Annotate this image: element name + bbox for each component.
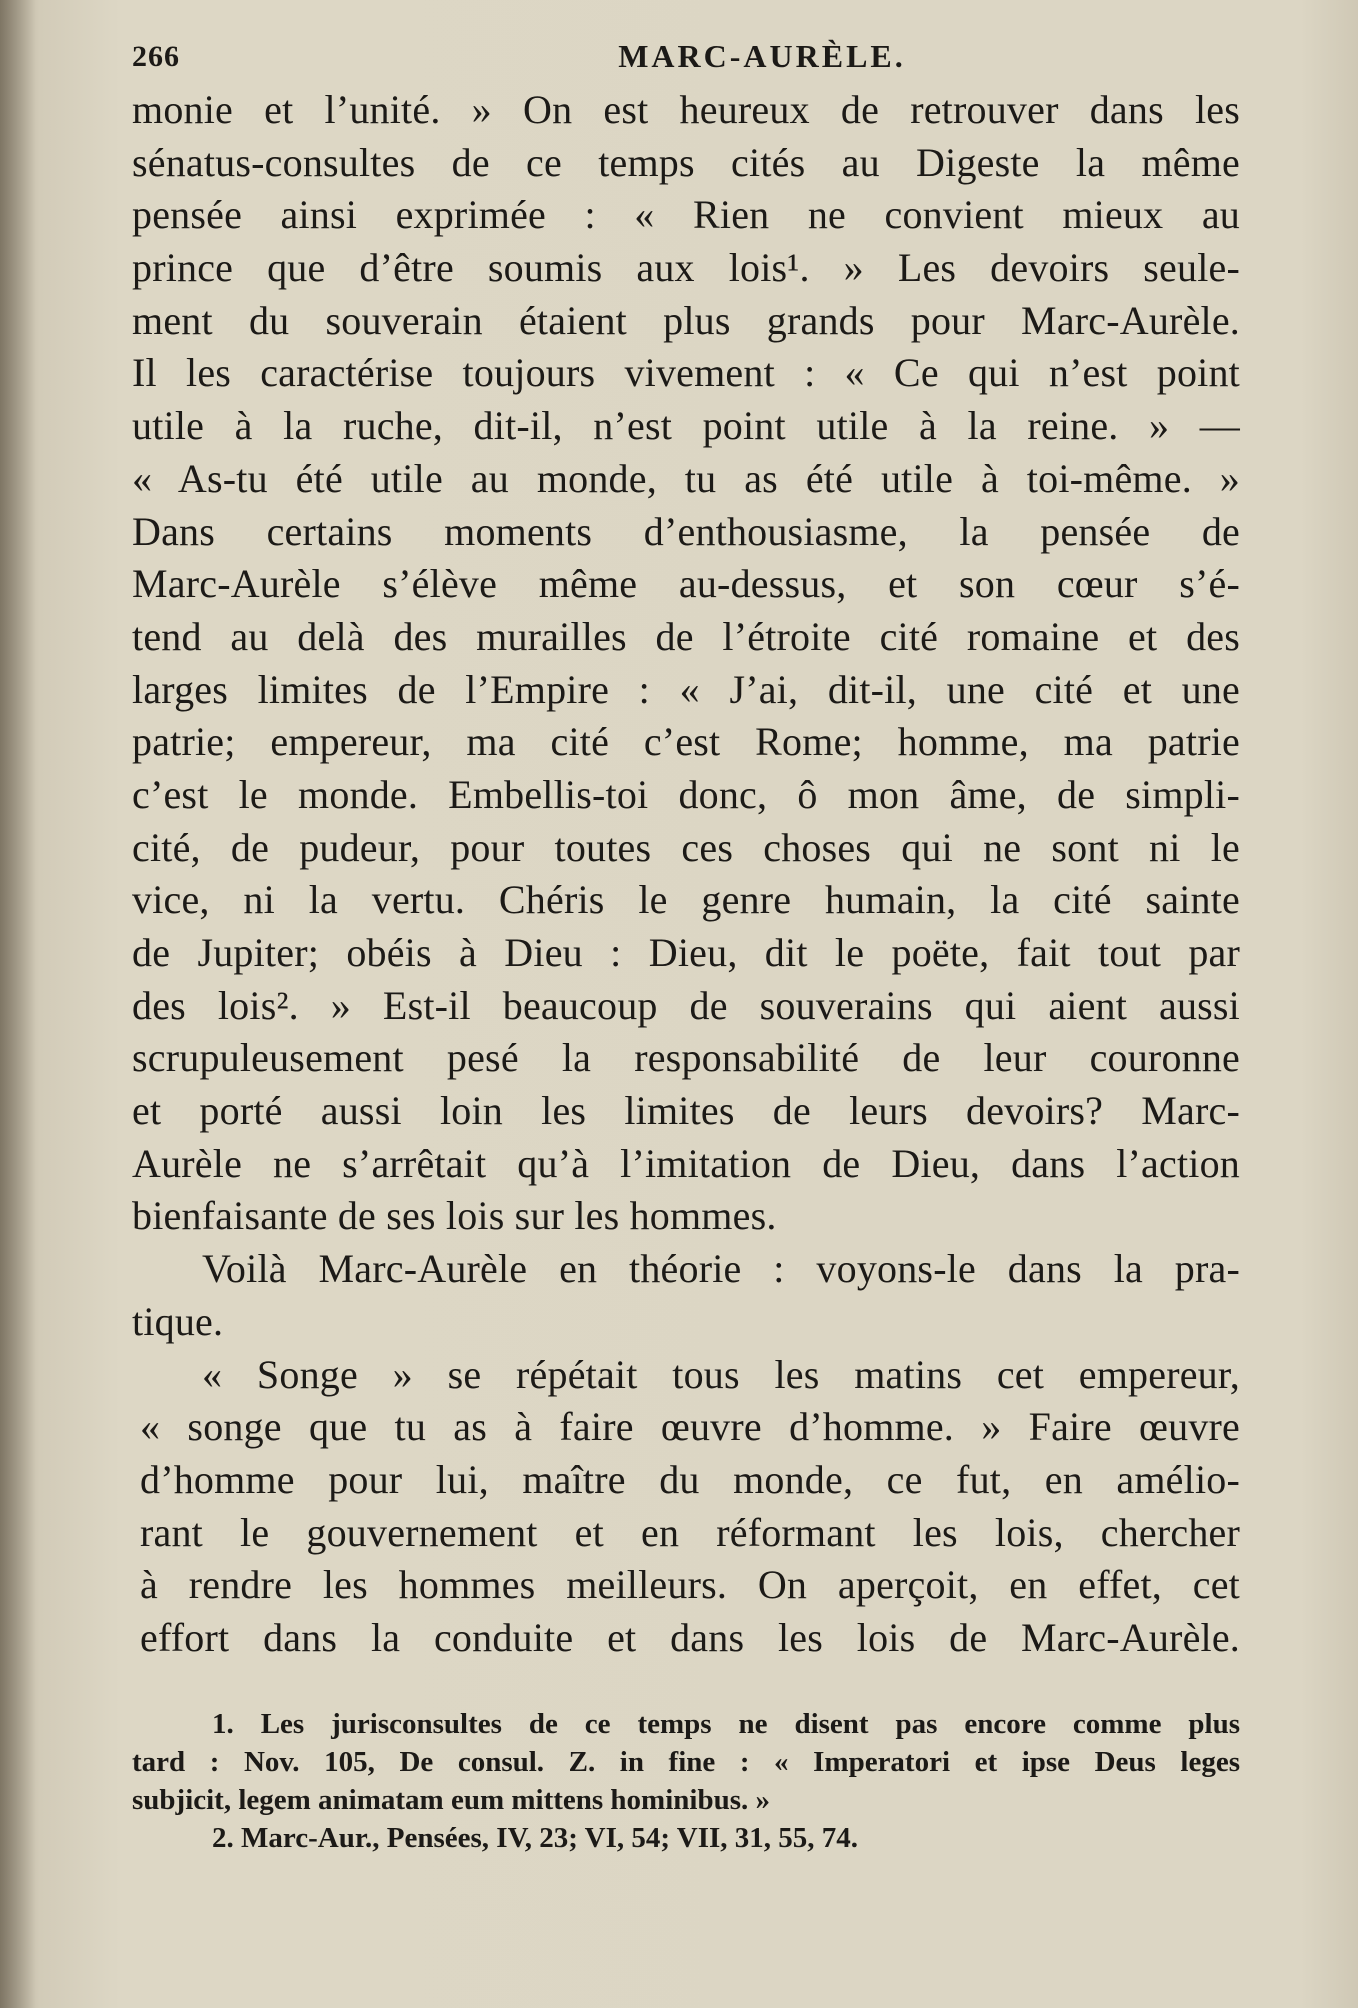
text-line: ment du souverain étaient plus grands pour Marc-Aurèle. <box>132 297 1240 343</box>
footnote-line: subjicit, legem animatam eum mittens hominibus. » <box>132 1784 770 1816</box>
text-line: Aurèle ne s’arrêtait qu’à l’imitation de Dieu, dans l’action <box>132 1140 1240 1186</box>
text-line: pensée ainsi exprimée : « Rien ne convient mieux au <box>132 192 1240 238</box>
text-line: et porté aussi loin les limites de leurs devoirs? Marc- <box>132 1088 1240 1134</box>
running-title: MARC-AURÈLE. <box>618 38 906 74</box>
text-line: rant le gouvernement et en réformant les lois, chercher <box>140 1509 1240 1555</box>
text-line: monie et l’unité. » On est heureux de retrouver dans les <box>132 87 1240 132</box>
text-line: de Jupiter; obéis à Dieu : Dieu, dit le poëte, fait tout par <box>132 930 1240 975</box>
footnote-line: tard : Nov. 105, De consul. Z. in fine : « Imperatori et ipse Deus leges <box>132 1746 1240 1778</box>
text-line: Il les caractérise toujours vivement : « Ce qui n’est point <box>132 350 1240 396</box>
text-line: « songe que tu as à faire œuvre d’homme. » Faire œuvre <box>140 1404 1240 1450</box>
page-header <box>132 22 1232 82</box>
text-line: des lois². » Est-il beaucoup de souverains qui aient aussi <box>132 982 1240 1028</box>
text-line: prince que d’être soumis aux lois¹. » Les devoirs seule- <box>132 245 1240 291</box>
text-line: « As-tu été utile au monde, tu as été utile à toi-même. » <box>132 455 1240 501</box>
text-line: scrupuleusement pesé la responsabilité de leur couronne <box>132 1035 1240 1081</box>
text-line: Voilà Marc-Aurèle en théorie : voyons-le dans la pra- <box>202 1246 1240 1292</box>
footnote-line: 1. Les jurisconsultes de ce temps ne disent pas encore comme plus <box>212 1708 1240 1740</box>
text-line: c’est le monde. Embellis-toi donc, ô mon âme, de simpli- <box>132 771 1240 817</box>
text-line: à rendre les hommes meilleurs. On aperçoit, en effet, cet <box>140 1562 1240 1608</box>
text-line: larges limites de l’Empire : « J’ai, dit-il, une cité et une <box>132 666 1240 712</box>
text-line: sénatus-consultes de ce temps cités au Digeste la même <box>132 139 1240 185</box>
text-line: tend au delà des murailles de l’étroite cité romaine et des <box>132 613 1240 659</box>
text-line: « Songe » se répétait tous les matins cet empereur, <box>202 1351 1240 1397</box>
text-line: bienfaisante de ses lois sur les hommes. <box>132 1193 777 1239</box>
text-line: patrie; empereur, ma cité c’est Rome; homme, ma patrie <box>132 719 1240 765</box>
text-line: d’homme pour lui, maître du monde, ce fut, en amélio- <box>140 1456 1240 1502</box>
text-line: cité, de pudeur, pour toutes ces choses qui ne sont ni le <box>132 824 1240 870</box>
text-line: effort dans la conduite et dans les lois de Marc-Aurèle. <box>140 1614 1240 1660</box>
text-line: tique. <box>132 1298 224 1344</box>
text-line: Dans certains moments d’enthousiasme, la pensée de <box>132 508 1240 554</box>
body-text <box>132 84 1240 1665</box>
text-line: Marc-Aurèle s’élève même au-dessus, et son cœur s’é- <box>132 561 1240 607</box>
text-line: vice, ni la vertu. Chéris le genre humain, la cité sainte <box>132 877 1240 923</box>
footnote-line: 2. Marc-Aur., Pensées, IV, 23; VI, 54; VII, 31, 55, 74. <box>212 1822 859 1854</box>
spine-shadow <box>0 0 36 2008</box>
footnotes <box>132 1705 1240 1857</box>
text-line: utile à la ruche, dit-il, n’est point utile à la reine. » — <box>132 403 1240 449</box>
page-number: 266 <box>132 40 180 73</box>
